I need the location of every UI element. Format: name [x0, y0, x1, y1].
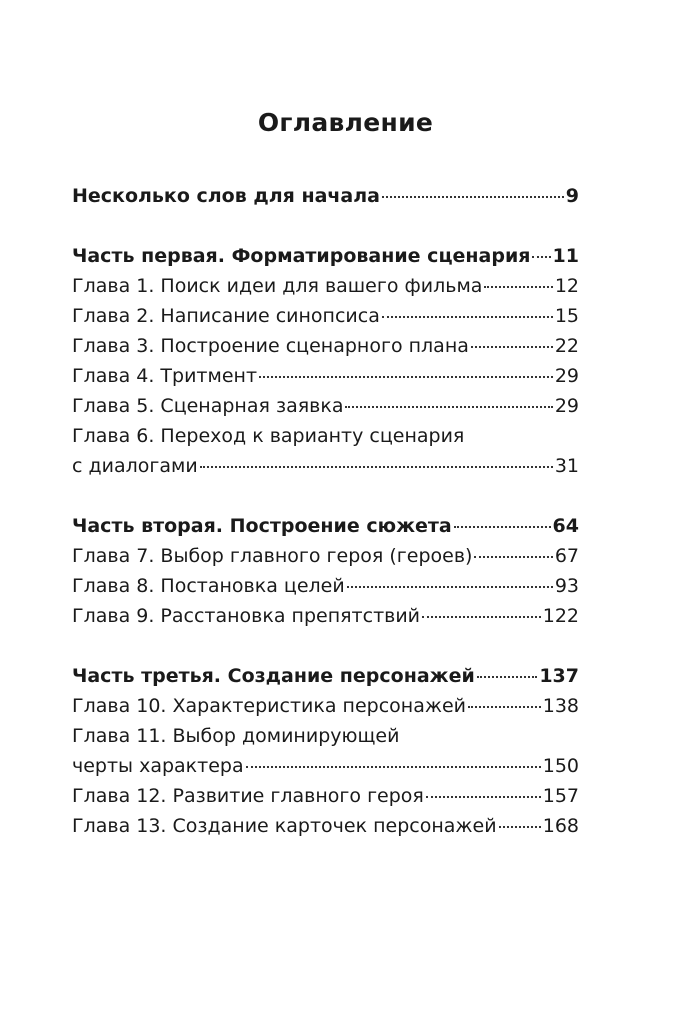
toc-entry-page: 31 — [554, 455, 579, 477]
toc-entry-page: 15 — [554, 305, 579, 327]
toc-entry-label: Глава 13. Создание карточек персонажей — [72, 815, 497, 837]
page-title: Оглавление — [257, 108, 434, 137]
dot-leader — [477, 676, 538, 678]
toc-entry-chapter-9[interactable] — [72, 603, 579, 629]
dot-leader — [382, 316, 553, 318]
dot-leader — [499, 826, 541, 828]
toc-entry-label: Глава 2. Написание синопсиса — [72, 305, 380, 327]
toc-entry-page: 29 — [554, 365, 579, 387]
toc-entry-label: Глава 7. Выбор главного героя (героев) — [72, 545, 473, 567]
dot-leader — [532, 256, 550, 258]
toc-entry-page: 9 — [565, 185, 579, 207]
toc-entry-label: Глава 12. Развитие главного героя — [72, 785, 424, 807]
toc-entry-chapter-2[interactable] — [72, 303, 579, 329]
toc-entry-label: Часть вторая. Построение сюжета — [72, 515, 452, 537]
toc-entry-label: Несколько слов для начала — [72, 185, 380, 207]
toc-entry-page: 64 — [552, 515, 579, 537]
toc-entry-label: с диалогами — [72, 455, 198, 477]
toc-entry-label: Глава 9. Расстановка препятствий — [72, 605, 421, 627]
toc-entry-chapter-7[interactable] — [72, 543, 579, 569]
toc-entry-page: 93 — [554, 575, 579, 597]
toc-entry-page: 168 — [542, 815, 579, 837]
dot-leader — [422, 616, 541, 618]
dot-leader — [454, 526, 551, 528]
dot-leader — [259, 376, 553, 378]
toc-entry-intro[interactable] — [72, 183, 579, 209]
dot-leader — [347, 586, 553, 588]
toc-entry-page: 122 — [542, 605, 579, 627]
dot-leader — [246, 766, 541, 768]
toc-entry-label: Глава 8. Постановка целей — [72, 575, 345, 597]
dot-leader — [345, 406, 552, 408]
dot-leader — [471, 346, 553, 348]
toc-entry-label: черты характера — [72, 755, 244, 777]
dot-leader — [468, 706, 541, 708]
toc-entry-chapter-8[interactable] — [72, 573, 579, 599]
dot-leader — [200, 466, 553, 468]
toc-entry-page: 157 — [542, 785, 579, 807]
table-of-contents — [72, 183, 579, 843]
toc-entry-page: 150 — [542, 755, 579, 777]
toc-entry-label: Глава 5. Сценарная заявка — [72, 395, 344, 417]
toc-entry-chapter-11[interactable] — [72, 723, 579, 779]
toc-entry-label: Глава 3. Построение сценарного плана — [72, 335, 469, 357]
toc-entry-chapter-13[interactable] — [72, 813, 579, 839]
toc-entry-page: 12 — [554, 275, 579, 297]
toc-entry-chapter-6[interactable] — [72, 423, 579, 479]
toc-entry-page: 11 — [552, 245, 579, 267]
dot-leader — [474, 556, 552, 558]
dot-leader — [484, 286, 552, 288]
toc-entry-label: Глава 4. Тритмент — [72, 365, 258, 387]
toc-entry-label: Часть первая. Форматирование сценария — [72, 245, 531, 267]
toc-entry-chapter-10[interactable] — [72, 693, 579, 719]
toc-entry-page: 29 — [554, 395, 579, 417]
dot-leader — [382, 196, 564, 198]
toc-entry-label: Часть третья. Создание персонажей — [72, 665, 475, 687]
toc-entry-part-1[interactable] — [72, 243, 579, 269]
toc-entry-page: 137 — [539, 665, 579, 687]
toc-entry-chapter-3[interactable] — [72, 333, 579, 359]
toc-entry-page: 138 — [542, 695, 579, 717]
toc-entry-page: 22 — [554, 335, 579, 357]
toc-entry-label: Глава 10. Характеристика персонажей — [72, 695, 466, 717]
toc-entry-chapter-1[interactable] — [72, 273, 579, 299]
toc-entry-chapter-5[interactable] — [72, 393, 579, 419]
toc-entry-label-line-1: Глава 6. Переход к варианту сценария — [72, 425, 465, 447]
toc-entry-chapter-4[interactable] — [72, 363, 579, 389]
toc-entry-part-2[interactable] — [72, 513, 579, 539]
toc-entry-label: Глава 1. Поиск идеи для вашего фильма — [72, 275, 483, 297]
toc-entry-chapter-12[interactable] — [72, 783, 579, 809]
toc-entry-page: 67 — [554, 545, 579, 567]
toc-entry-part-3[interactable] — [72, 663, 579, 689]
dot-leader — [426, 796, 541, 798]
toc-entry-label-line-1: Глава 11. Выбор доминирующей — [72, 725, 400, 747]
